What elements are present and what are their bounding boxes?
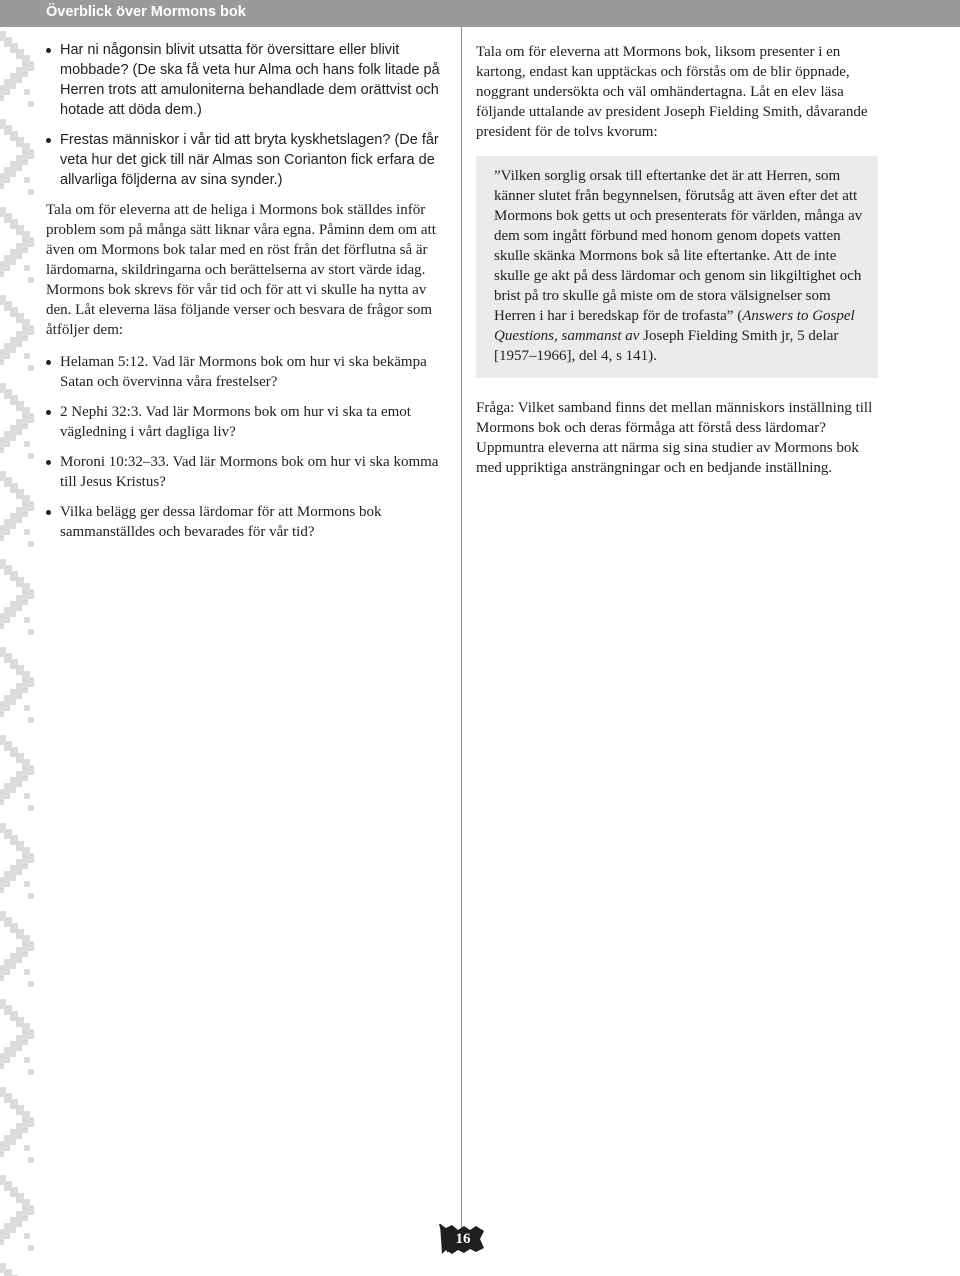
quote-box [476,156,878,378]
list-item: 2 Nephi 32:3. Vad lär Mormons bok om hur vi ska ta emot vägledning i vårt dagliga liv? [46,402,446,442]
page-number: 16 [455,1231,471,1247]
bullet-icon [46,460,51,465]
question-paragraph: Fråga: Vilket samband finns det mellan människors inställning till Mormons bok och deras förmåga att förstå dess lärdomar? Uppmuntra eleverna att närma sig sina studier av Mormons bok med uppriktiga ansträngningar och en bedjande inställning. [476,400,873,476]
side-decorative-pattern [0,27,34,1276]
left-column [46,40,446,552]
column-divider [461,27,462,1239]
question-list-top [46,40,446,190]
intro-paragraph: Tala om för eleverna att Mormons bok, liksom presenter i en kartong, endast kan upptäckas och förstås om de blir öppnade, noggrant undersökta och väl omhändertagna. Låt en elev läsa följande uttalande av president Joseph Fielding Smith, dåvarande president för de tolvs kvorum: [476,44,868,140]
list-item: Har ni någonsin blivit utsatta för översittare eller blivit mobbade? (De ska få veta hur Alma och hans folk litade på Herren trots att amuloniterna behandlade dem orättvist och hotade att döda dem.) [46,40,446,120]
quote-text: ”Vilken sorglig orsak till eftertanke det är att Herren, som känner slutet från begynnelsen, förutsåg att även efter det att Mormons bok getts ut och presenterats för världen, många av dem som ingått förbund med honom genom dopets vatten skulle skänka Mormons bok så lite eftertanke. Att de inte skulle ge akt på dess lärdomar och genom sin likgiltighet och brist på tro skulle gå miste om de stora välsignelser som Herren i har i beredskap för de trofasta” (Answers to Gospel Questions, sammanst av Joseph Fielding Smith jr, 5 delar [1957–1966], del 4, s 141). [494,168,863,364]
list-item: Frestas människor i vår tid att bryta kyskhetslagen? (De får veta hur det gick till när Almas son Corianton fick erfara de allvarliga följderna av sina synder.) [46,130,446,190]
right-column [476,42,878,488]
page-title: Överblick över Mormons bok [46,4,246,20]
scripture-list [46,352,446,542]
list-item: Moroni 10:32–33. Vad lär Mormons bok om hur vi ska komma till Jesus Kristus? [46,452,446,492]
bullet-icon [46,410,51,415]
bullet-icon [46,138,51,143]
list-item: Vilka belägg ger dessa lärdomar för att Mormons bok sammanställdes och bevarades för vår tid? [46,502,446,542]
list-item: Helaman 5:12. Vad lär Mormons bok om hur vi ska bekämpa Satan och övervinna våra frestelser? [46,352,446,392]
bullet-icon [46,510,51,515]
quote-source-title: Answers to Gospel Questions, sammanst av [494,308,855,344]
header-bar [0,0,960,27]
bullet-icon [46,360,51,365]
bullet-icon [46,48,51,53]
instruction-paragraph: Tala om för eleverna att de heliga i Mormons bok ställdes inför problem som på många sätt liknar våra egna. Påminn dem om att även om Mormons bok talar med en röst från det förflutna så är lärdomarna, skildringarna och berättelserna av stort värde idag. Mormons bok skrevs för vår tid och för att vi skulle ha nytta av den. Låt eleverna läsa följande verser och besvara de frågor som åtföljer dem: [46,202,436,338]
